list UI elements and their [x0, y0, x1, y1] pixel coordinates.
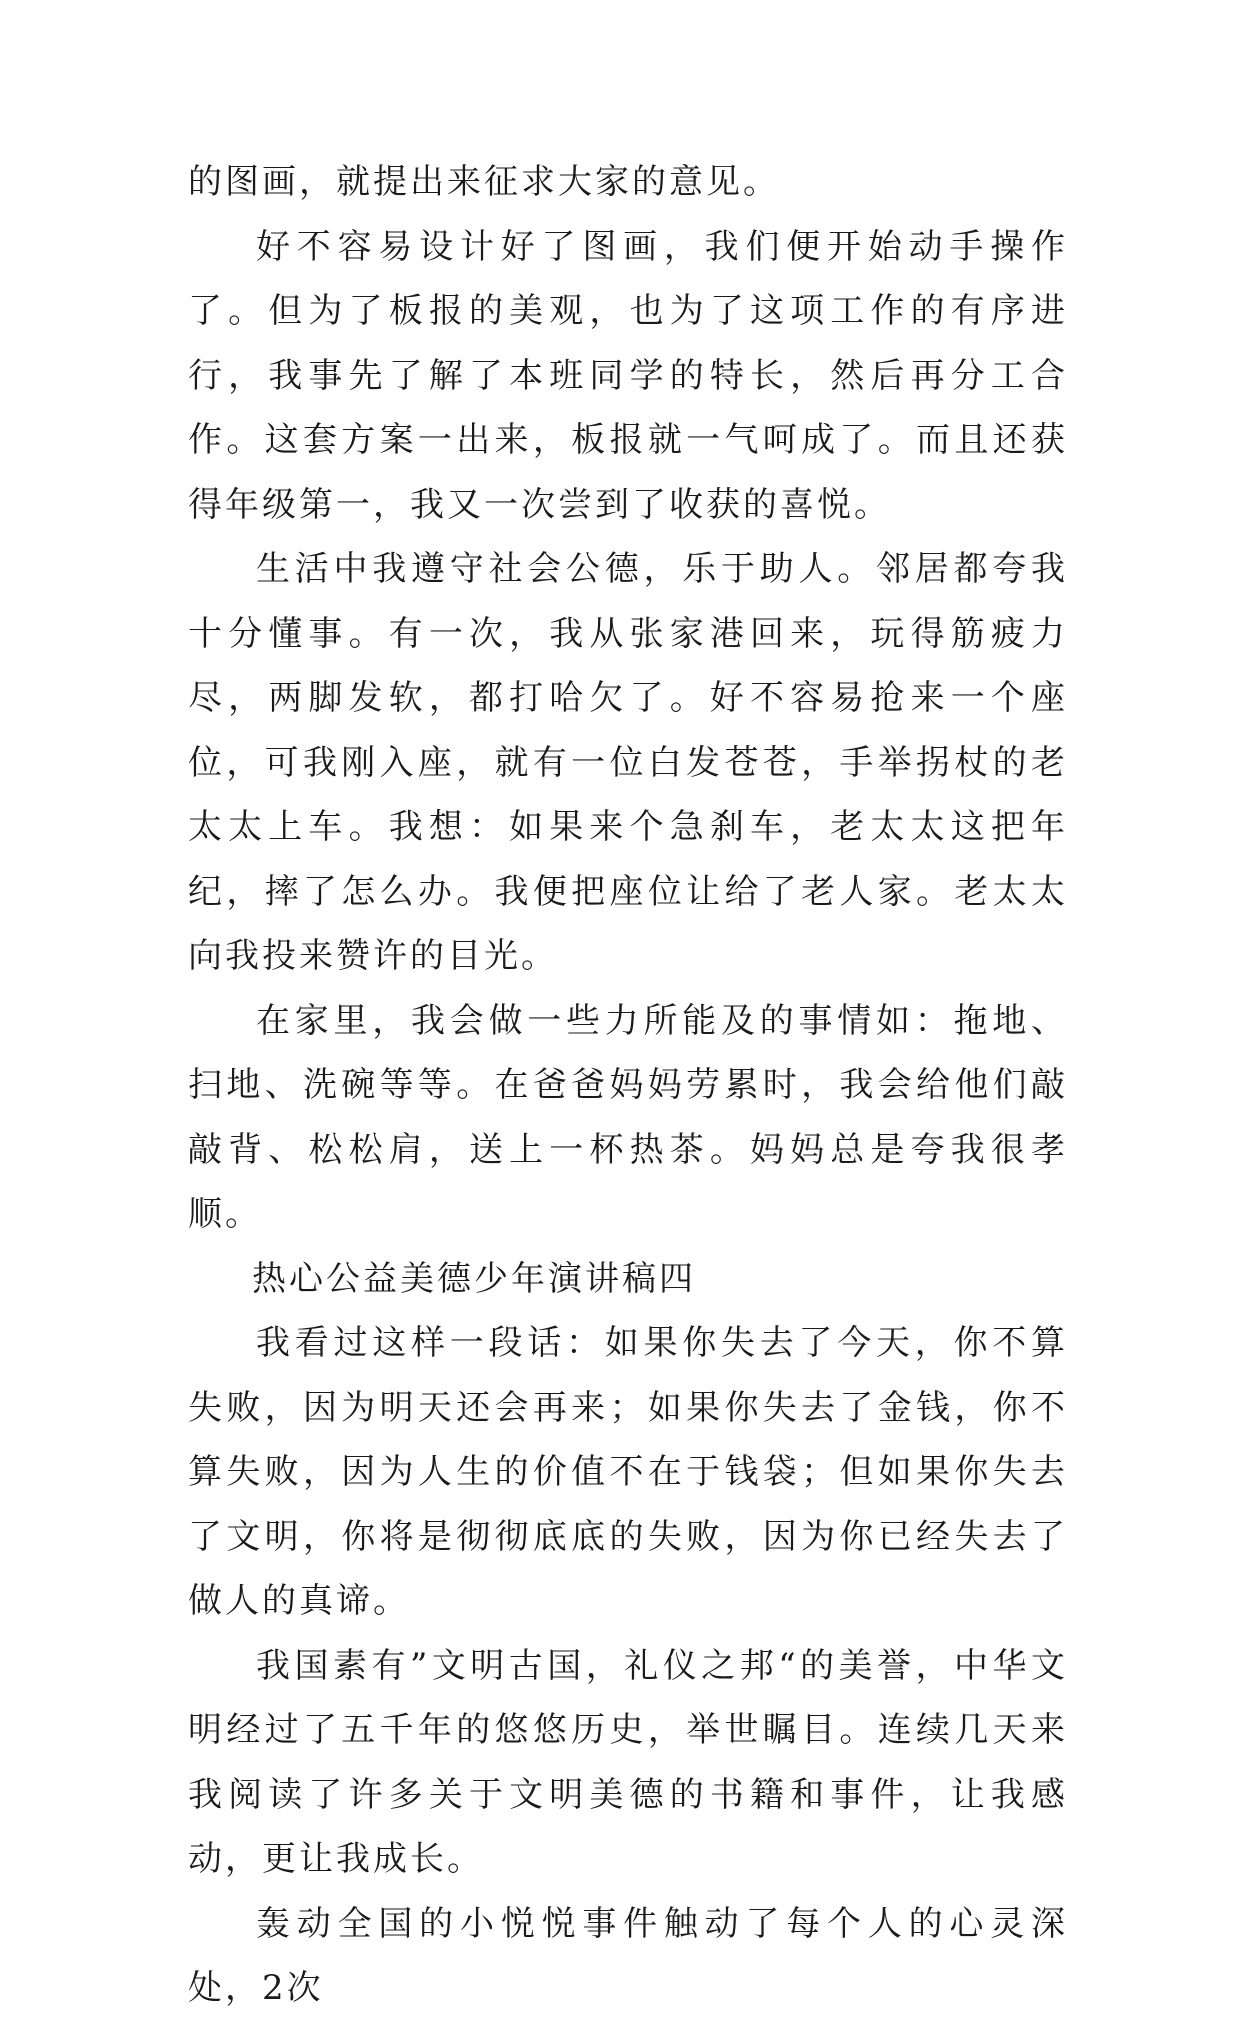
paragraph-housework: 在家里，我会做一些力所能及的事情如：拖地、扫地、洗碗等等。在爸爸妈妈劳累时，我会给他们敲敲背、松松肩，送上一杯热茶。妈妈总是夸我很孝顺。 [188, 1000, 1068, 1234]
paragraph-xiaoyueyue: 轰动全国的小悦悦事件触动了每个人的心灵深处，2次 [188, 1903, 1068, 2008]
paragraph-continuation: 的图画，就提出来征求大家的意见。 [188, 162, 780, 202]
section-heading: 热心公益美德少年演讲稿四 [252, 1258, 696, 1299]
paragraph-quote: 我看过这样一段话：如果你失去了今天，你不算失败，因为明天还会再来；如果你失去了金钱，你不算失败，因为人生的价值不在于钱袋；但如果你失去了文明，你将是彻彻底底的失败，因为你已经失去了做人的真谛。 [188, 1323, 1068, 1621]
paragraph-public-morality: 生活中我遵守社会公德，乐于助人。邻居都夸我十分懂事。有一次，我从张家港回来，玩得筋疲力尽，两脚发软，都打哈欠了。好不容易抢来一个座位，可我刚入座，就有一位白发苍苍，手举拐杖的老太太上车。我想：如果来个急刹车，老太太这把年纪，摔了怎么办。我便把座位让给了老人家。老太太向我投来赞许的目光。 [188, 549, 1068, 976]
body-text [188, 150, 1068, 2021]
paragraph-blackboard: 好不容易设计好了图画，我们便开始动手操作了。但为了板报的美观，也为了这项工作的有序进行，我事先了解了本班同学的特长，然后再分工合作。这套方案一出来，板报就一气呵成了。而且还获得年级第一，我又一次尝到了收获的喜悦。 [188, 226, 1068, 525]
paragraph-civilization: 我国素有”文明古国，礼仪之邦“的美誉，中华文明经过了五千年的悠悠历史，举世瞩目。连续几天来我阅读了许多关于文明美德的书籍和事件，让我感动，更让我成长。 [188, 1645, 1068, 1879]
